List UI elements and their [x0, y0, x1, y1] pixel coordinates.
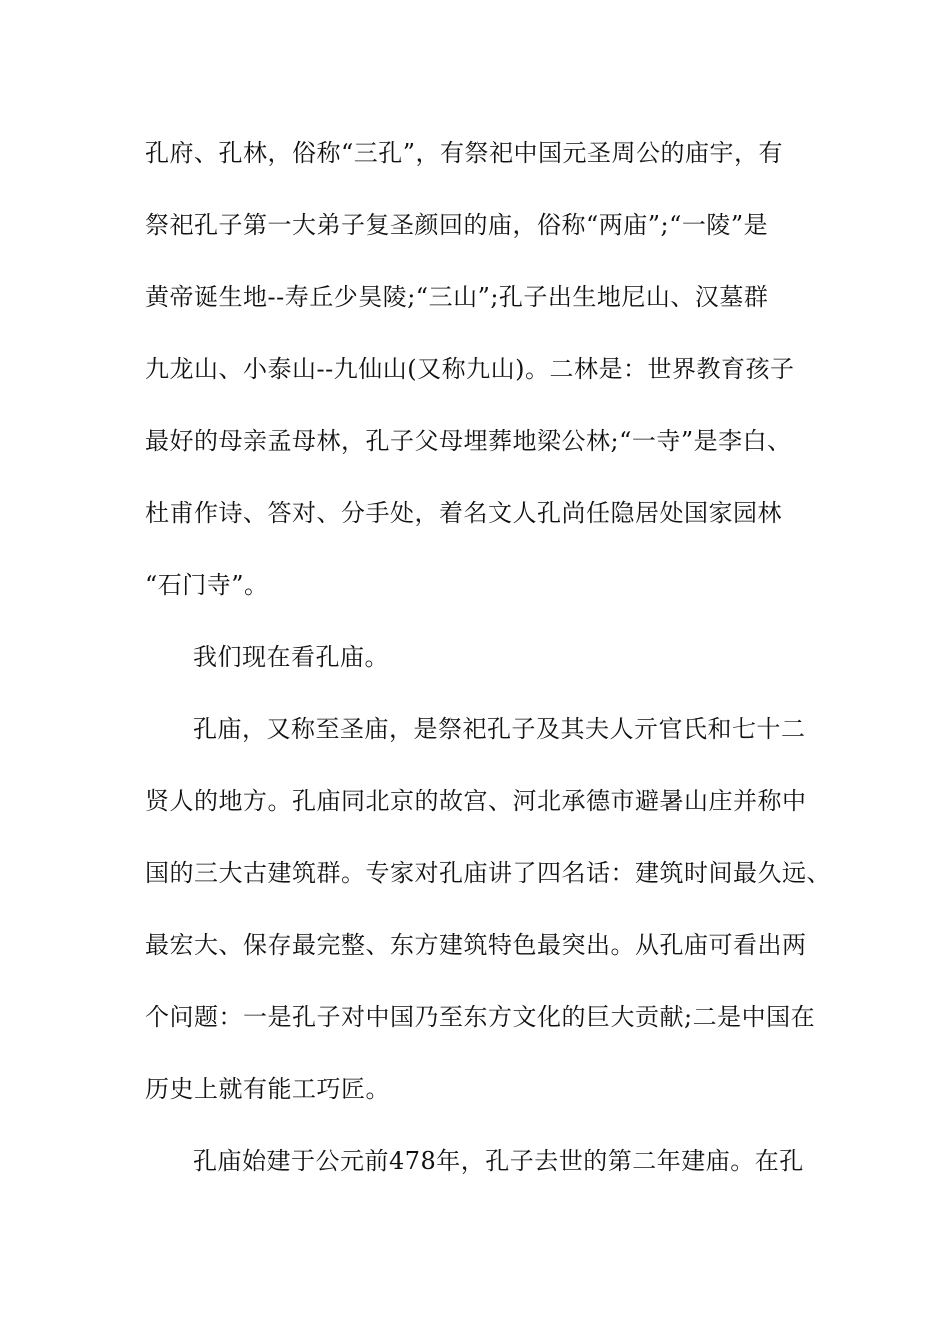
text-line: “石门寺”。 — [145, 571, 269, 599]
paragraph-start-line: 我们现在看孔庙。 — [193, 643, 389, 671]
text-line: 历史上就有能工巧匠。 — [145, 1075, 390, 1103]
text-line: 国的三大古建筑群。专家对孔庙讲了四名话：建筑时间最久远、 — [145, 859, 831, 887]
paragraph-start-line: 孔庙，又称至圣庙，是祭祀孔子及其夫人亓官氏和七十二 — [193, 715, 806, 743]
text-line: 九龙山、小泰山--九仙山(又称九山)。二林是：世界教育孩子 — [145, 355, 795, 383]
paragraph-start-line: 孔庙始建于公元前478年，孔子去世的第二年建庙。在孔 — [193, 1147, 804, 1175]
text-line: 孔府、孔林，俗称“三孔”，有祭祀中国元圣周公的庙宇，有 — [145, 139, 784, 167]
text-line: 最好的母亲孟母林，孔子父母埋葬地梁公林;“一寺”是李白、 — [145, 427, 792, 455]
text-line: 杜甫作诗、答对、分手处，着名文人孔尚任隐居处国家园林 — [145, 499, 782, 527]
text-line: 黄帝诞生地--寿丘少昊陵;“三山”;孔子出生地尼山、汉墓群 — [145, 283, 769, 311]
text-line: 贤人的地方。孔庙同北京的故宫、河北承德市避暑山庄并称中 — [145, 787, 807, 815]
text-line: 最宏大、保存最完整、东方建筑特色最突出。从孔庙可看出两 — [145, 931, 807, 959]
text-line: 祭祀孔子第一大弟子复圣颜回的庙，俗称“两庙”;“一陵”是 — [145, 211, 769, 239]
text-line: 个问题：一是孔子对中国乃至东方文化的巨大贡献;二是中国在 — [145, 1003, 816, 1031]
